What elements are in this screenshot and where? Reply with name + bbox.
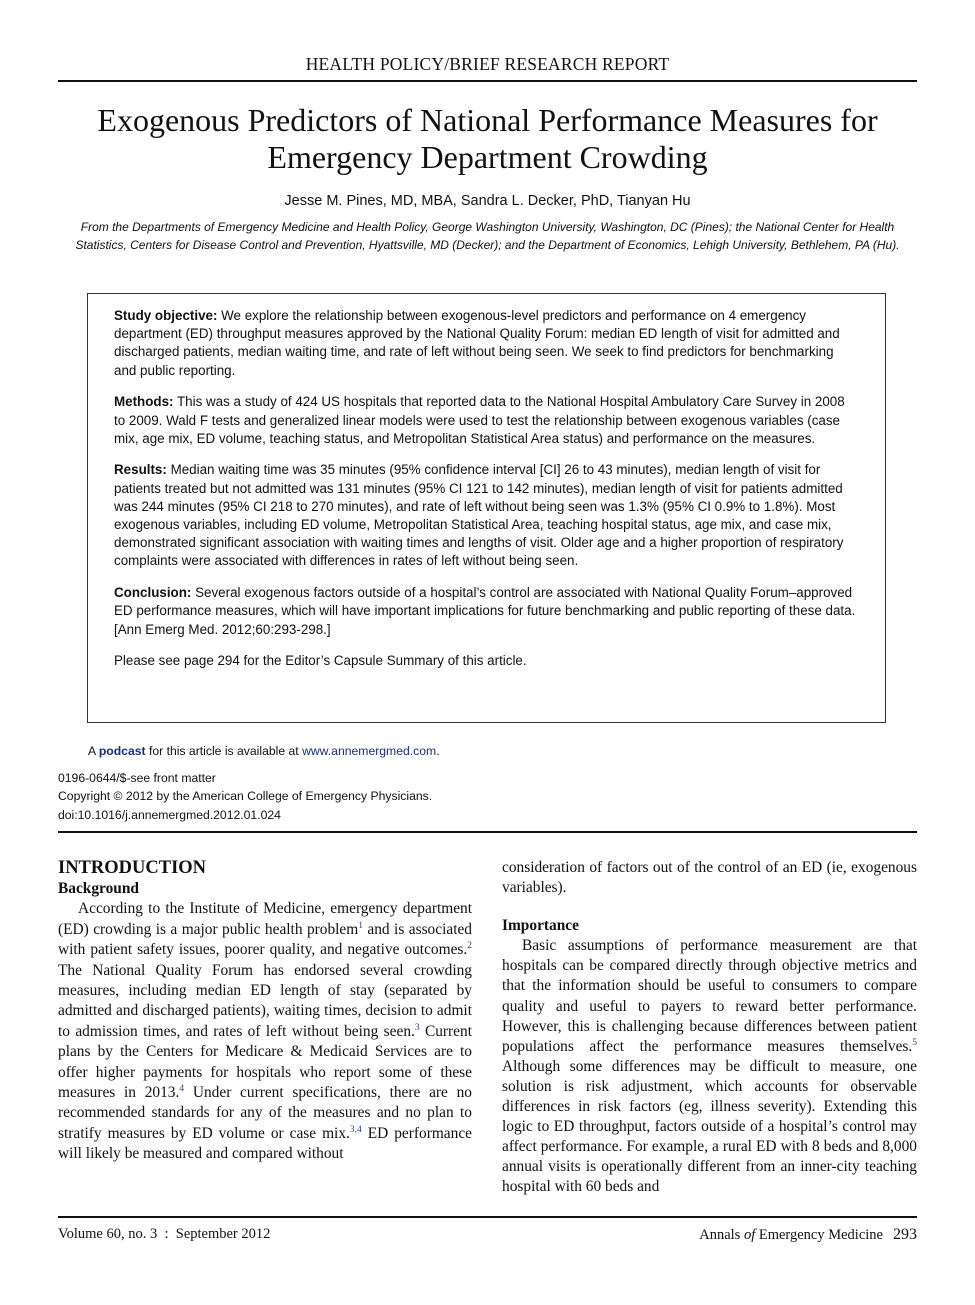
citation-ref[interactable]: 4 xyxy=(179,1084,185,1095)
journal-url-link[interactable]: www.annemergmed.com xyxy=(302,744,437,758)
bg-text-3: The National Quality Forum has endorsed several crowding measures, including median ED length of stay (separated by admitted and discharged patients), waiting times, decision to admit to admission times, and rates of left without being seen. xyxy=(58,961,472,1040)
imp-text-1: Basic assumptions of performance measurement are that hospitals can be compared directly through objective metrics and that the information should be useful to consumers to compare quality and useful to payers to reward better performance. However, this is challenging because differences between patient populations affect the performance measures themselves. xyxy=(502,937,917,1055)
page-number: 293 xyxy=(893,1226,917,1243)
citation-ref[interactable]: 2 xyxy=(467,941,472,952)
bg-text-1: According to the Institute of Medicine, emergency department (ED) crowding is a major public health problem xyxy=(58,900,472,938)
journal-name-of: of xyxy=(743,1227,756,1243)
podcast-notice xyxy=(58,744,917,758)
capsule-summary-note: Please see page 294 for the Editor’s Capsule Summary of this article. xyxy=(114,653,527,669)
doi-line: doi:10.1016/j.annemergmed.2012.01.024 xyxy=(58,807,281,822)
background-paragraph xyxy=(58,899,472,1164)
bg-text-6: ED performance will likely be measured and compared without xyxy=(58,1124,472,1163)
podcast-prefix: A xyxy=(88,744,99,758)
footer-journal xyxy=(699,1226,917,1244)
abstract-objective xyxy=(114,307,859,380)
bg-text-4: Current plans by the Centers for Medicare & Medicaid Services are to offer higher payments for hospitals who report some of these measures in 2013. xyxy=(58,1022,472,1102)
article-title xyxy=(58,102,917,176)
methods-text: This was a study of 424 US hospitals that reported data to the National Hospital Ambulatory Care Survey in 2008 to 2009. Wald F tests and generalized linear models were used to test the relationship between exogenous variables (case mix, age mix, ED volume, teaching status, and Metropolitan Statistical Area status) and performance on the measures. xyxy=(114,394,845,446)
copyright-line: Copyright © 2012 by the American College of Emergency Physicians. xyxy=(58,789,433,804)
imp-text-2: Although some differences may be difficult to measure, one solution is risk adjustment, which accounts for observable differences in risk factors (eg, illness severity). Extending this logic to ED throughput, factors outside of a hospital’s control may affect performance. For example, a rural ED with 8 beds and 8,000 annual visits is operationally different from an inner-city teaching hospital with 60 beds and xyxy=(502,1057,917,1196)
podcast-middle: for this article is available at xyxy=(145,744,303,758)
importance-heading: Importance xyxy=(502,917,579,935)
results-label: Results: xyxy=(114,462,167,478)
methods-label: Methods: xyxy=(114,394,174,410)
introduction-heading: INTRODUCTION xyxy=(58,858,207,878)
body-separator-rule xyxy=(58,831,917,833)
author-list: Jesse M. Pines, MD, MBA, Sandra L. Decker, PhD, Tianyan Hu xyxy=(284,193,691,209)
article-title-line-1: Exogenous Predictors of National Performance Measures for xyxy=(97,102,878,138)
importance-paragraph xyxy=(502,936,917,1197)
podcast-suffix: . xyxy=(436,744,440,758)
citation-ref[interactable]: 3 xyxy=(414,1022,420,1033)
footer-rule xyxy=(58,1216,917,1218)
citation-ref[interactable]: 5 xyxy=(912,1037,917,1048)
citation-ref[interactable]: 1 xyxy=(358,920,363,931)
bg-text-2: and is associated with patient safety issues, poorer quality, and negative outcomes. xyxy=(58,920,472,959)
results-text: Median waiting time was 35 minutes (95% confidence interval [CI] 26 to 43 minutes), median length of visit for patients treated but not admitted was 131 minutes (95% CI 121 to 142 minutes), median length of visit for patients admitted was 244 minutes (95% CI 218 to 270 minutes), and rate of left without being seen was 1.3% (95% CI 0.9% to 1.8%). Most exogenous variables, including ED volume, Metropolitan Statistical Area, teaching hospital status, age mix, and case mix, demonstrated significant association with waiting times and lengths of visit. Older age and a higher proportion of respiratory complaints were associated with differences in rates of left without being seen. xyxy=(114,462,844,569)
body-column-right xyxy=(502,858,917,1198)
objective-text: We explore the relationship between exogenous-level predictors and performance on 4 emergency department (ED) throughput measures approved by the National Quality Forum: median ED length of visit for admitted and discharged patients, median waiting time, and rate of left without being seen. We seek to find predictors for benchmarking and public reporting. xyxy=(114,308,840,378)
abstract-box xyxy=(87,293,886,723)
author-affiliation: From the Departments of Emergency Medicine and Health Policy, George Washington University, Washington, DC (Pines); the National Center for Health Statistics, Centers for Disease Control and Prevention, Hyattsville, MD (Decker); and the Department of Economics, Lehigh University, Bethlehem, PA (Hu). xyxy=(75,220,900,252)
abstract-conclusion xyxy=(114,584,859,639)
footer-volume-info: Volume 60, no. 3 : September 2012 xyxy=(58,1226,271,1242)
objective-label: Study objective: xyxy=(114,308,218,323)
journal-name-prefix: Annals xyxy=(699,1227,744,1243)
background-heading: Background xyxy=(58,880,139,897)
bg-text-5: Under current specifications, there are no recommended standards for any of the measures and no plan to stratify measures by ED volume or case mix. xyxy=(58,1084,473,1142)
issn-line: 0196-0644/$-see front matter xyxy=(58,771,216,785)
background-continued: consideration of factors out of the control of an ED (ie, exogenous variables). xyxy=(502,859,917,897)
article-meta xyxy=(58,769,432,824)
journal-name-suffix: Emergency Medicine xyxy=(755,1227,883,1243)
citation-ref[interactable]: 3,4 xyxy=(349,1124,362,1135)
podcast-link[interactable]: podcast xyxy=(98,744,146,758)
abstract-methods xyxy=(114,393,859,448)
body-column-left xyxy=(58,857,472,1165)
conclusion-label: Conclusion: xyxy=(114,585,192,601)
conclusion-text: Several exogenous factors outside of a hospital’s control are associated with National Quality Forum–approved ED performance measures, which will have important implications for future benchmarking and public reporting of these data. [Ann Emerg Med. 2012;60:293-298.] xyxy=(114,585,856,637)
article-title-line-2: Emergency Department Crowding xyxy=(267,139,708,175)
abstract-results xyxy=(114,461,859,570)
section-label: HEALTH POLICY/BRIEF RESEARCH REPORT xyxy=(305,54,670,74)
header-rule xyxy=(58,80,917,82)
